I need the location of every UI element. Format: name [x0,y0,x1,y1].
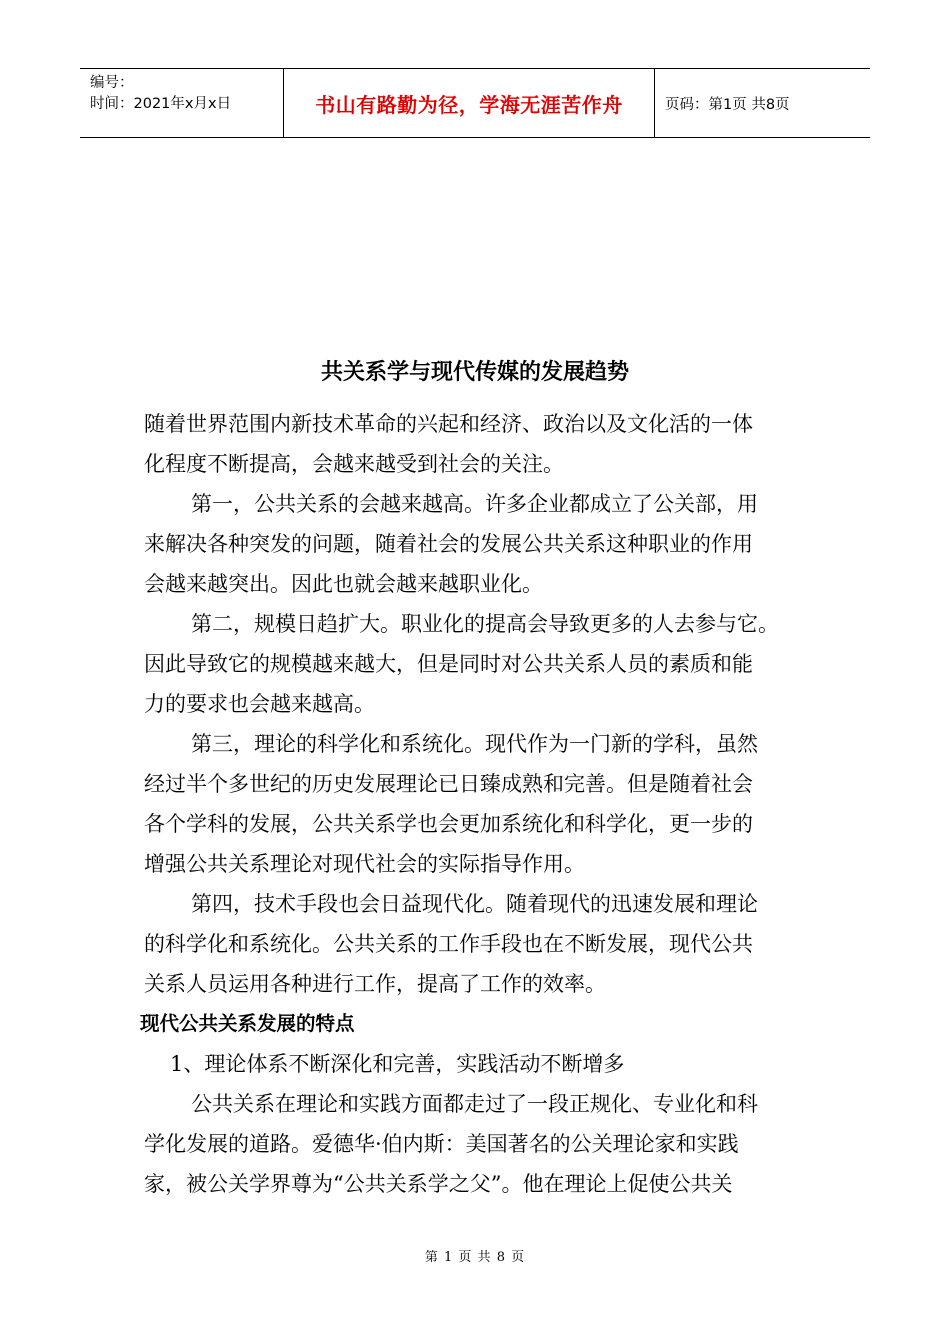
text-line: 来解决各种突发的问题，随着社会的发展公共关系这种职业的作用 [144,532,753,556]
time-label: 时间：2021年x月x日 [90,96,232,112]
paragraph-history: 公共关系在理论和实践方面都走过了一段正规化、专业化和科 [191,1092,758,1116]
paragraph-second-point: 第二，规模日趋扩大。职业化的提高会导致更多的人去参与它。 [191,612,779,636]
document-title: 共关系学与现代传媒的发展趋势 [320,360,629,385]
text-line: 各个学科的发展，公共关系学也会更加系统化和科学化，更一步的 [144,812,753,836]
text-line: 因此导致它的规模越来越大，但是同时对公共关系人员的素质和能 [144,652,753,676]
text-line: 会越来越突出。因此也就会越来越职业化。 [144,572,543,596]
text-line: 力的要求也会越来越高。 [144,692,375,716]
text-line: 家，被公关学界尊为“公共关系学之父”。他在理论上促使公共关 [144,1172,733,1196]
paragraph-fourth-point: 第四，技术手段也会日益现代化。随着现代的迅速发展和理论 [191,892,758,916]
text-line: 关系人员运用各种进行工作，提高了工作的效率。 [144,972,606,996]
numbered-item: 1、理论体系不断深化和完善，实践活动不断增多 [170,1052,625,1076]
text-line: 的科学化和系统化。公共关系的工作手段也在不断发展，现代公共 [144,932,753,956]
text-line: 学化发展的道路。爱德华·伯内斯：美国著名的公关理论家和实践 [144,1132,739,1156]
paragraph-third-point: 第三，理论的科学化和系统化。现代作为一门新的学科，虽然 [191,732,758,756]
document-body [140,404,814,1204]
text-line: 化程度不断提高，会越来越受到社会的关注。 [144,452,564,476]
paragraph-first-point: 第一，公共关系的会越来越高。许多企业都成立了公关部，用 [191,492,758,516]
text-line: 经过半个多世纪的历史发展理论已日臻成熟和完善。但是随着社会 [144,772,753,796]
text-line: 增强公共关系理论对现代社会的实际指导作用。 [144,852,585,876]
section-heading: 现代公共关系发展的特点 [140,1012,355,1035]
header-motto: 书山有路勤为径，学海无涯苦作舟 [283,69,655,137]
document-header [80,68,870,138]
page-footer: 第 1 页 共 8 页 [424,1250,526,1265]
header-meta [80,69,283,137]
header-page-info: 页码：第1页 共8页 [665,96,790,113]
text-line: 随着世界范围内新技术革命的兴起和经济、政治以及文化活的一体 [144,412,753,436]
number-label: 编号： [90,75,134,91]
